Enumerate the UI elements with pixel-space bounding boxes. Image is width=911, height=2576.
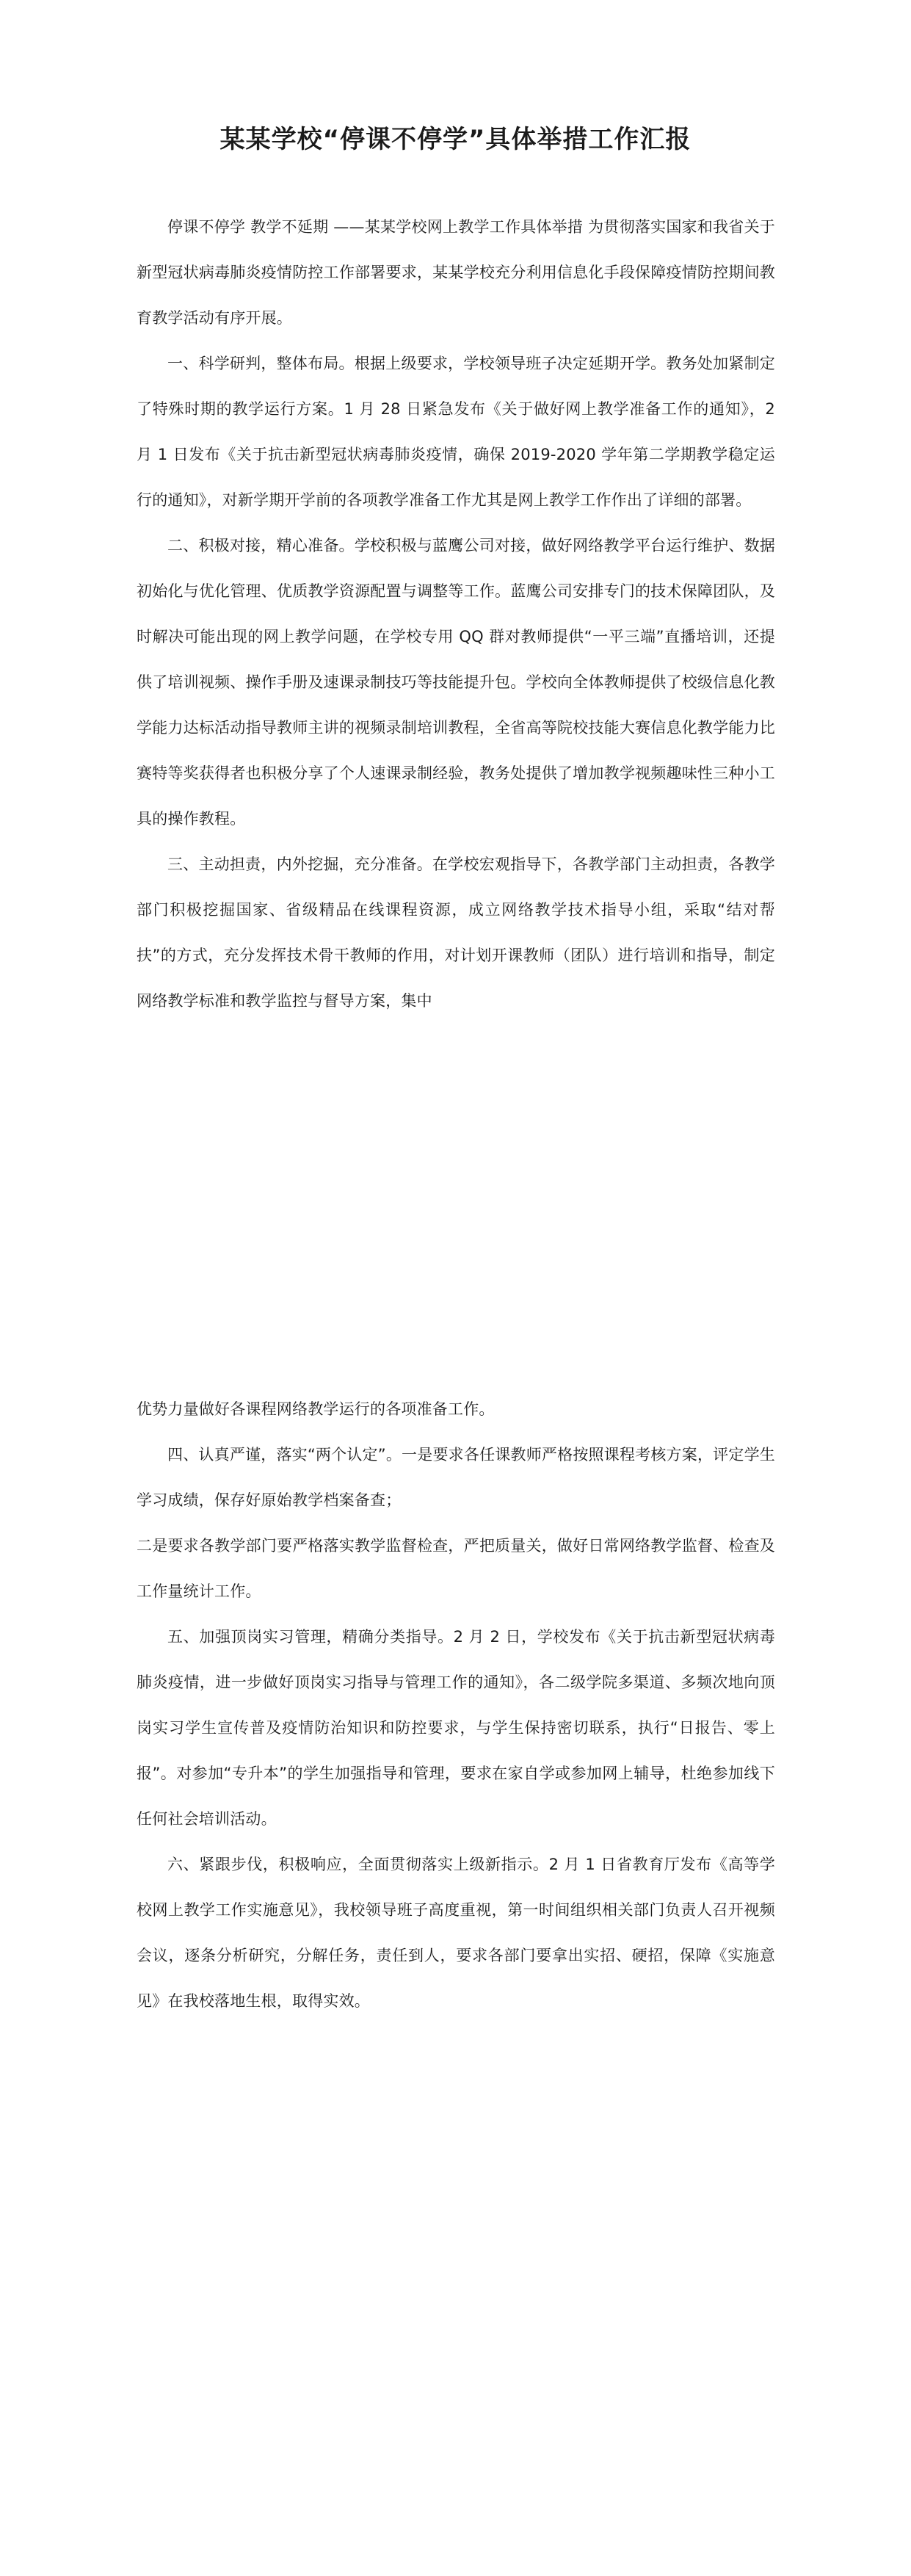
paragraph-1: 一、科学研判，整体布局。根据上级要求，学校领导班子决定延期开学。教务处加紧制定了特殊时期的教学运行方案。1 月 28 日紧急发布《关于做好网上教学准备工作的通知》，2 月 1 日发布《关于抗击新型冠状病毒肺炎疫情，确保 2019-2020 学年第二学期教学稳定运行的通知》，对新学期开学前的各项教学准备工作尤其是网上教学工作作出了详细的部署。 xyxy=(137,355,775,509)
paragraph-5: 五、加强顶岗实习管理，精确分类指导。2 月 2 日，学校发布《关于抗击新型冠状病毒肺炎疫情，进一步做好顶岗实习指导与管理工作的通知》，各二级学院多渠道、多频次地向顶岗实习学生宣传普及疫情防治知识和防控要求，与学生保持密切联系，执行“日报告、零上报”。对参加“专升本”的学生加强指导和管理，要求在家自学或参加网上辅导，杜绝参加线下任何社会培训活动。 xyxy=(137,1628,775,1828)
document-title: 某某学校“停课不停学”具体举措工作汇报 xyxy=(219,125,692,154)
paragraph-4-continued: 二是要求各教学部门要严格落实教学监督检查，严把质量关，做好日常网络教学监督、检查及工作量统计工作。 xyxy=(137,1537,775,1600)
paragraph-2: 二、积极对接，精心准备。学校积极与蓝鹰公司对接，做好网络教学平台运行维护、数据初始化与优化管理、优质教学资源配置与调整等工作。蓝鹰公司安排专门的技术保障团队，及时解决可能出现的网上教学问题，在学校专用 QQ 群对教师提供“一平三端”直播培训，还提供了培训视频、操作手册及速课录制技巧等技能提升包。学校向全体教师提供了校级信息化教学能力达标活动指导教师主讲的视频录制培训教程，全省高等院校技能大赛信息化教学能力比赛特等奖获得者也积极分享了个人速课录制经验，教务处提供了增加教学视频趣味性三种小工具的操作教程。 xyxy=(137,537,775,828)
intro-paragraph: 停课不停学 教学不延期 ——某某学校网上教学工作具体举措 为贯彻落实国家和我省关于新型冠状病毒肺炎疫情防控工作部署要求，某某学校充分利用信息化手段保障疫情防控期间教育教学活动有序开展。 xyxy=(137,218,775,327)
paragraph-6: 六、紧跟步伐，积极响应，全面贯彻落实上级新指示。2 月 1 日省教育厅发布《高等学校网上教学工作实施意见》，我校领导班子高度重视，第一时间组织相关部门负责人召开视频会议，逐条分析研究，分解任务，责任到人，要求各部门要拿出实招、硬招，保障《实施意见》在我校落地生根，取得实效。 xyxy=(137,1856,775,2010)
document-body-section-1 xyxy=(137,204,775,1024)
paragraph-3-continued: 优势力量做好各课程网络教学运行的各项准备工作。 xyxy=(137,1400,495,1418)
paragraph-4: 四、认真严谨，落实“两个认定”。一是要求各任课教师严格按照课程考核方案，评定学生学习成绩，保存好原始教学档案备查； xyxy=(137,1446,775,1509)
document-body-section-2 xyxy=(137,1386,775,2024)
paragraph-3: 三、主动担责，内外挖掘，充分准备。在学校宏观指导下，各教学部门主动担责，各教学部门积极挖掘国家、省级精品在线课程资源，成立网络教学技术指导小组，采取“结对帮扶”的方式，充分发挥技术骨干教师的作用，对计划开课教师（团队）进行培训和指导，制定网络教学标准和教学监控与督导方案，集中 xyxy=(137,855,775,1010)
